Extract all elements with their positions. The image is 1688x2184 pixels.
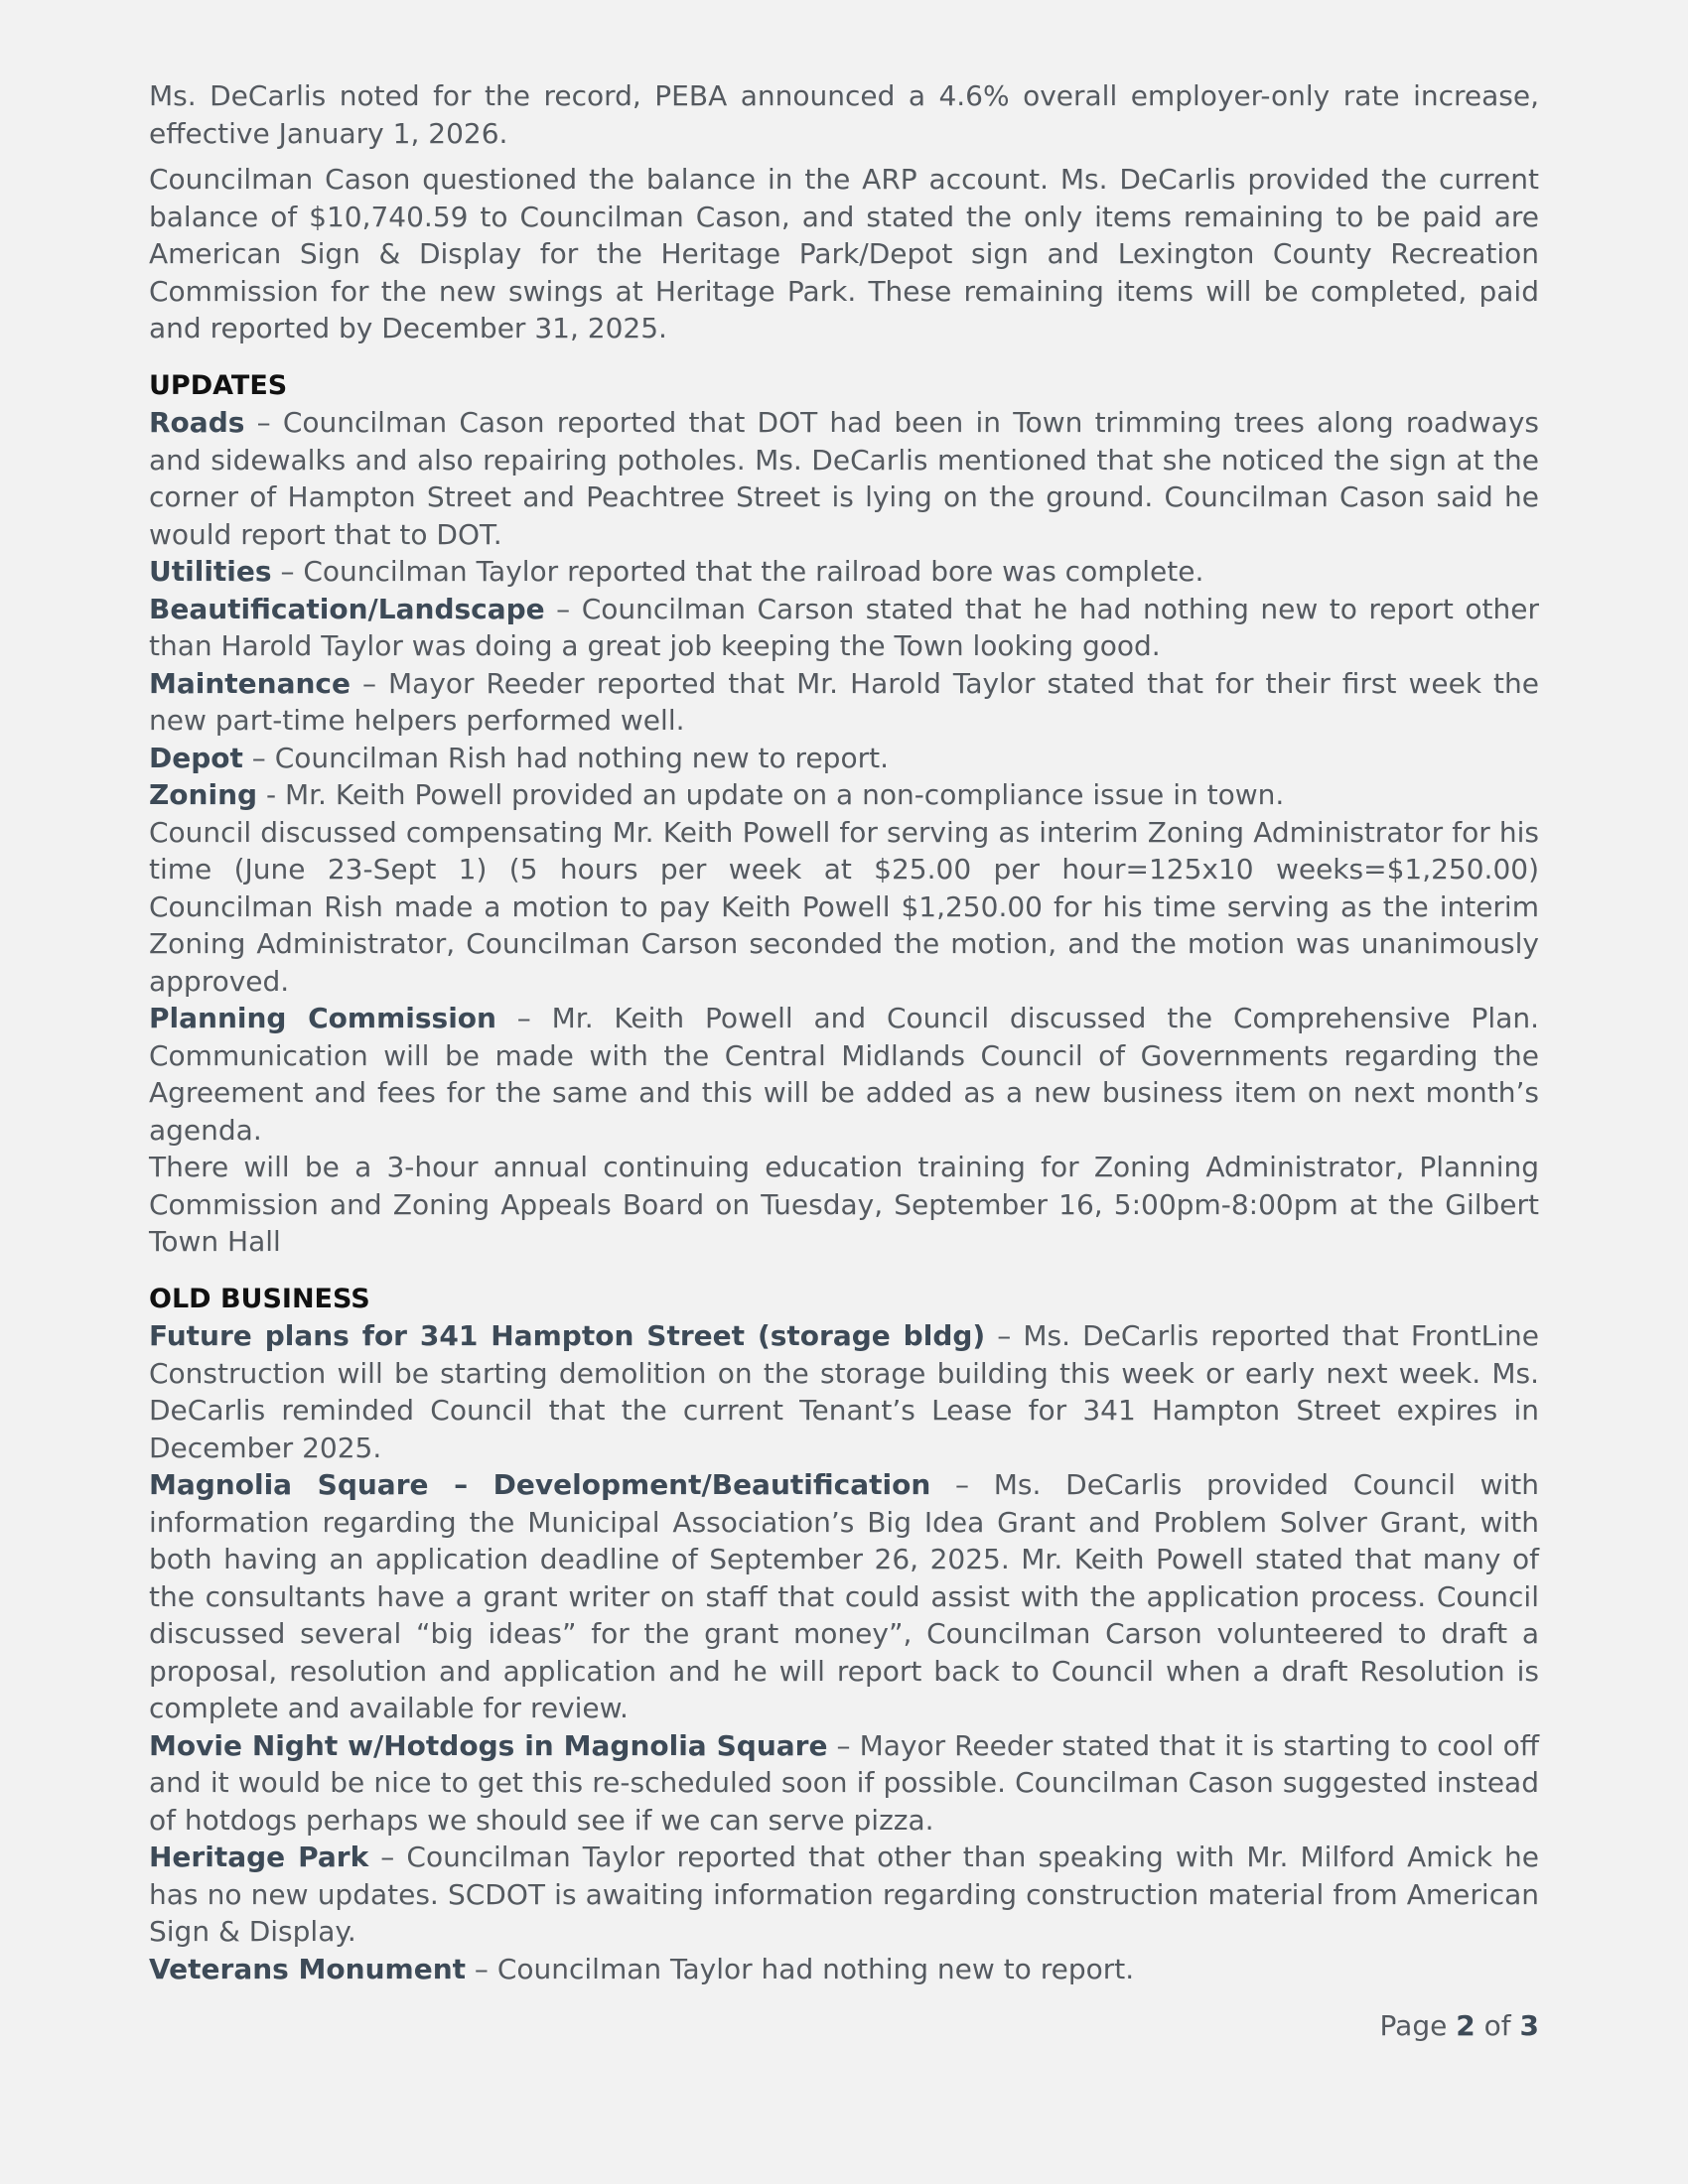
depot-label: Depot [149, 741, 243, 774]
utilities-item [149, 553, 1539, 591]
total-pages: 3 [1519, 2009, 1539, 2042]
zoning-text: - Mr. Keith Powell provided an update on a non-compliance issue in town. [257, 778, 1285, 811]
maintenance-item [149, 665, 1539, 740]
magnolia-item [149, 1466, 1539, 1727]
magnolia-text: – Ms. DeCarlis provided Council with information regarding the Municipal Association’s Big Idea Grant and Problem Solver Grant, with both having an application deadline of September 26, 2025. Mr. Keith Powell stated that many of the consultants have a grant writer on staff that could assist with the application process. Council discussed several “big ideas” for the grant money”, Councilman Carson volunteered to draft a proposal, resolution and application and he will report back to Council when a draft Resolution is complete and available for review. [149, 1468, 1539, 1724]
utilities-label: Utilities [149, 555, 272, 588]
page-number [1380, 2009, 1539, 2042]
roads-text: – Councilman Cason reported that DOT had been in Town trimming trees along roadways and sidewalks and also repairing potholes. Ms. DeCarlis mentioned that she noticed the sign at the corner of Hampton Street and Peachtree Street is lying on the ground. Councilman Cason said he would report that to DOT. [149, 406, 1539, 551]
peba-paragraph: Ms. DeCarlis noted for the record, PEBA announced a 4.6% overall employer-only rate increase, effective January 1, 2026. [149, 79, 1539, 150]
roads-label: Roads [149, 406, 245, 439]
arp-paragraph: Councilman Cason questioned the balance in the ARP account. Ms. DeCarlis provided the current balance of $10,740.59 to Councilman Cason, and stated the only items remaining to be paid are American Sign & Display for the Heritage Park/Depot sign and Lexington County Recreation Commission for the new swings at Heritage Park. These remaining items will be completed, paid and reported by December 31, 2025. [149, 163, 1539, 344]
zoning-compensation-paragraph: Council discussed compensating Mr. Keith Powell for serving as interim Zoning Administrator for his time (June 23-Sept 1) (5 hours per week at $25.00 per hour=125x10 weeks=$1,250.00) Councilman Rish made a motion to pay Keith Powell $1,250.00 for his time serving as the interim Zoning Administrator, Councilman Carson seconded the motion, and the motion was unanimously approved. [149, 815, 1539, 998]
depot-text: – Councilman Rish had nothing new to report. [242, 741, 889, 774]
zoning-label: Zoning [149, 778, 258, 811]
beautification-text: – Councilman Carson stated that he had nothing new to report other than Harold Taylor was doing a great job keeping the Town looking good. [149, 592, 1539, 662]
page-word: Page [1379, 2009, 1457, 2042]
current-page: 2 [1456, 2009, 1476, 2042]
planning-item [149, 1000, 1539, 1149]
planning-text: – Mr. Keith Powell and Council discussed the Comprehensive Plan. Communication will be made with the Central Midlands Council of Governments regarding the Agreement and fees for the same and this will be added as a new business item on next month’s agenda. [149, 1002, 1539, 1147]
updates-heading: UPDATES [149, 369, 288, 401]
utilities-text: – Councilman Taylor reported that the railroad bore was complete. [271, 555, 1204, 588]
planning-label: Planning Commission [149, 1002, 496, 1034]
depot-item [149, 740, 1539, 777]
movie-night-text: – Mayor Reeder stated that it is starting to cool off and it would be nice to get this re-scheduled soon if possible. Councilman Cason suggested instead of hotdogs perhaps we should see if we can serve pizza. [149, 1728, 1540, 1837]
maintenance-text: – Mayor Reeder reported that Mr. Harold Taylor stated that for their first week the new part-time helpers performed well. [149, 666, 1539, 737]
beautification-label: Beautification/Landscape [149, 592, 545, 625]
maintenance-label: Maintenance [149, 666, 352, 700]
heritage-park-item [149, 1839, 1539, 1951]
veterans-monument-label: Veterans Monument [149, 1952, 467, 1985]
zoning-item [149, 776, 1539, 814]
old-business-heading: OLD BUSINESS [149, 1283, 370, 1314]
heritage-park-label: Heritage Park [149, 1841, 369, 1873]
hampton-item [149, 1317, 1539, 1466]
veterans-monument-text: – Councilman Taylor had nothing new to report. [466, 1952, 1135, 1985]
training-paragraph: There will be a 3-hour annual continuing education training for Zoning Administrator, Planning Commission and Zoning Appeals Board on Tuesday, September 16, 5:00pm-8:00pm at the Gilbert Town Hall [149, 1151, 1539, 1258]
of-word: of [1475, 2009, 1520, 2042]
beautification-item [149, 591, 1539, 665]
hampton-label: Future plans for 341 Hampton Street (storage bldg) [149, 1319, 986, 1352]
hampton-text: – Ms. DeCarlis reported that FrontLine Construction will be starting demolition on the storage building this week or early next week. Ms. DeCarlis reminded Council that the current Tenant’s Lease for 341 Hampton Street expires in December 2025. [149, 1319, 1539, 1464]
roads-item [149, 404, 1539, 553]
veterans-monument-item [149, 1951, 1539, 1988]
movie-night-item [149, 1727, 1539, 1840]
heritage-park-text: – Councilman Taylor reported that other than speaking with Mr. Milford Amick he has no new updates. SCDOT is awaiting information regarding construction material from American Sign & Display. [149, 1841, 1539, 1948]
magnolia-label: Magnolia Square – Development/Beautification [149, 1468, 931, 1501]
minutes-page [149, 77, 1539, 1987]
movie-night-label: Movie Night w/Hotdogs in Magnolia Square [149, 1728, 828, 1762]
